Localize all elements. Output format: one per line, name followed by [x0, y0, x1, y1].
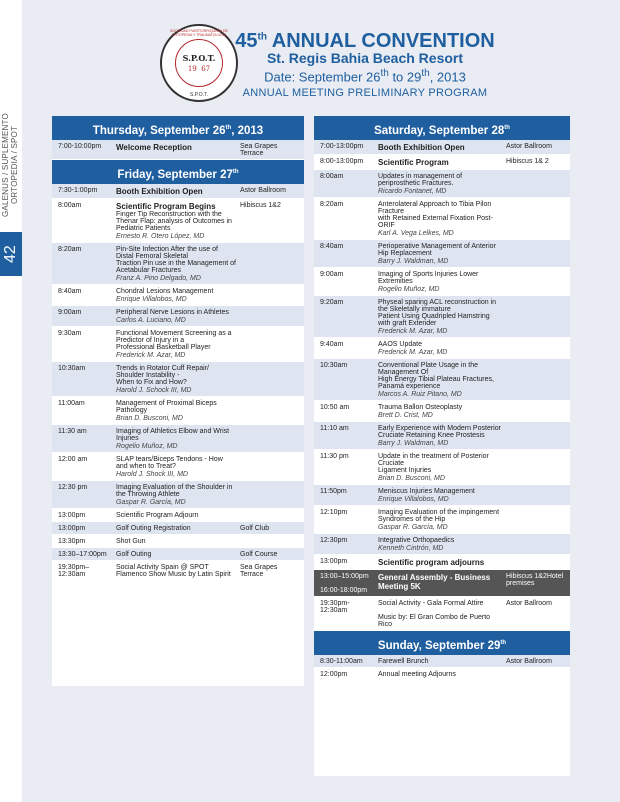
saturday-label: Saturday, September 28 [374, 124, 505, 137]
saturday-sup: th [504, 125, 510, 131]
row-description: Trauma Ballon Osteoplasty [378, 404, 463, 411]
row-location: Hibiscus 1& 2 [506, 158, 549, 165]
seal-year-right: 67 [201, 65, 211, 73]
page-number: 42 [0, 232, 22, 276]
schedule-row [52, 561, 304, 581]
row-speaker: Enrique Villalobos, MD [378, 496, 449, 503]
row-description: Imaging of Athletics Elbow and Wrist Injuries [116, 428, 230, 442]
friday-rows [52, 184, 304, 581]
row-time: 12:30pm [320, 537, 348, 544]
row-time: 12:10pm [320, 509, 348, 516]
row-speaker: Rogelio Muñoz, MD [116, 443, 178, 450]
row-time: 7:30-1:00pm [58, 187, 98, 194]
row-time: 8:20am [320, 201, 344, 208]
schedule-row [314, 401, 570, 422]
schedule-row [52, 184, 304, 199]
row-speaker: Rogelio Muñoz, MD [378, 286, 440, 293]
schedule-row [52, 243, 304, 285]
row-description: Pin-Site Infection After the use of Distal Femoral Skeletal Traction Pin use in the Management of Acetabular Fractures [116, 246, 236, 274]
row-body [114, 184, 238, 198]
schedule-row [314, 170, 570, 198]
row-location: Astor Ballroom [506, 658, 552, 665]
row-body [114, 522, 238, 534]
row-description: Imaging of Sports Injuries Lower Extremities [378, 271, 479, 285]
row-time: 8:00am [320, 173, 344, 180]
row-speaker: Carlos A. Luciano, MD [116, 317, 186, 324]
thursday-year: , 2013 [231, 124, 264, 137]
row-location [504, 450, 570, 484]
row-body [114, 140, 238, 159]
running-title: GALENUS / SUPLEMENTO ORTOPEDIA / SPOT [1, 113, 19, 217]
row-description: Physeal sparing ACL reconstruction in the Skeletally immature Patient Using Quadripled Hamstring with graft Extender [378, 299, 497, 327]
sunday-label: Sunday, September 29 [377, 639, 501, 652]
row-body [114, 306, 238, 326]
row-description: Trends in Rotator Cuff Repair/ Shoulder Instability - When to Fix and How? [116, 365, 209, 386]
row-speaker: Frederick M. Azar, MD [378, 328, 448, 335]
row-time: 8:30-11:00am [320, 658, 363, 665]
row-body [376, 668, 504, 680]
row-speaker: Gaspar R. García, MD [116, 499, 186, 506]
schedule-row [52, 522, 304, 535]
row-description: SLAP tears/Biceps Tendons - How and when to Treat? [116, 456, 223, 470]
row-location [238, 285, 304, 305]
row-location [504, 240, 570, 267]
row-speaker: Gaspar R. García, MD [378, 524, 448, 531]
row-time: 9:30am [58, 330, 82, 337]
row-time: 13:00–15:00pm 16:00-18:00pm [320, 573, 369, 594]
row-time: 19:30pm– 12:30am [58, 564, 90, 578]
row-location [238, 481, 304, 508]
seal-ring-bottom: S.P.O.T. [190, 92, 208, 98]
row-location [504, 170, 570, 197]
schedule-row [52, 481, 304, 509]
row-time: 12:00pm [320, 671, 348, 678]
row-time: 8:00-13:00pm [320, 158, 364, 165]
title-rest: ANNUAL CONVENTION [266, 30, 495, 52]
row-location: Golf Course [240, 551, 278, 558]
row-description: Scientific Program Adjourn [116, 512, 199, 519]
thursday-label: Thursday, September 26 [92, 124, 226, 137]
schedule-row [314, 570, 570, 597]
row-body [114, 535, 238, 547]
sunday-header [314, 631, 570, 655]
row-title: Scientific Program Begins [116, 202, 216, 211]
date-mid: to 29 [388, 69, 422, 85]
row-time: 12:30 pm [58, 484, 88, 491]
row-body [114, 425, 238, 452]
row-time: 8:00am [58, 202, 82, 209]
thursday-rows [52, 140, 304, 160]
row-speaker: Ernesto R. Otero López, MD [116, 233, 205, 240]
row-location [238, 306, 304, 326]
date-suffix: , 2013 [429, 69, 466, 85]
schedule-row [314, 198, 570, 240]
schedule-row [314, 534, 570, 555]
row-description: Early Experience with Modern Posterior Cruciate Retaining Knee Prostesis [378, 425, 501, 439]
schedule-row [52, 199, 304, 243]
row-title: General Assembly - Business Meeting 5K [378, 573, 491, 591]
row-speaker: Frederick M. Azar, MD [378, 349, 448, 356]
row-description: Annual meeting Adjourns [378, 671, 456, 678]
row-body [114, 453, 238, 480]
row-body [376, 268, 504, 295]
row-location [504, 422, 570, 449]
row-body [376, 401, 504, 421]
row-description: AAOS Update [378, 341, 422, 348]
schedule-row [52, 327, 304, 362]
schedule-row [314, 240, 570, 268]
row-location [238, 327, 304, 361]
row-speaker: Enrique Villalobos, MD [116, 296, 187, 303]
row-time: 8:40am [320, 243, 344, 250]
row-description: Imaging Evaluation of the Shoulder in the Throwing Athlete [116, 484, 233, 498]
row-description: Meniscus Injuries Management [378, 488, 475, 495]
row-body [376, 240, 504, 267]
row-speaker: Kenneth Cintrón, MD [378, 545, 444, 552]
schedule-row [314, 555, 570, 570]
row-speaker: Barry J. Waldman, MD [378, 440, 449, 447]
schedule-row [314, 450, 570, 485]
row-body [376, 170, 504, 197]
row-body [114, 397, 238, 424]
schedule-row [314, 268, 570, 296]
row-description: Chondral Lesions Management [116, 288, 214, 295]
row-description: Management of Proximal Biceps Pathology [116, 400, 217, 414]
row-body [376, 570, 504, 596]
row-body [376, 597, 504, 630]
row-time: 7:00-10:00pm [58, 143, 102, 150]
row-location [504, 534, 570, 554]
row-body [376, 338, 504, 358]
row-time: 10:50 am [320, 404, 350, 411]
date-line [200, 68, 530, 84]
row-speaker: Brian D. Busconi, MD [378, 475, 445, 482]
schedule-row [314, 485, 570, 506]
date-prefix: Date: September 26 [264, 69, 381, 85]
row-time: 12:00 am [58, 456, 88, 463]
row-location [504, 555, 570, 569]
row-title: Scientific Program [378, 158, 449, 167]
schedule-row [314, 359, 570, 401]
row-location: Sea Grapes Terrace [240, 143, 278, 157]
row-time: 13:30pm [58, 538, 86, 545]
left-column [52, 116, 304, 686]
row-time: 13:00pm [58, 512, 86, 519]
row-body [376, 655, 504, 667]
row-description: Integrative Orthopaedics [378, 537, 455, 544]
program-label: ANNUAL MEETING PRELIMINARY PROGRAM [242, 87, 488, 99]
row-body [376, 450, 504, 484]
title-sup: th [257, 31, 267, 43]
row-body [114, 285, 238, 305]
thursday-header [52, 116, 304, 140]
header [22, 0, 620, 112]
schedule-row [314, 506, 570, 534]
seal-ring-text: SOCIEDAD PUERTORRIQUEÑA DE ORTOPEDIA Y TRAUMATOLOGÍA [170, 29, 228, 37]
row-location [504, 401, 570, 421]
row-description: Golf Outing [116, 551, 152, 558]
row-speaker: Harold J. Schock III, MD [116, 387, 192, 394]
row-time: 9:00am [58, 309, 82, 316]
row-location [504, 296, 570, 337]
row-time: 8:20am [58, 246, 82, 253]
row-time: 9:40am [320, 341, 344, 348]
row-body [376, 140, 504, 154]
schedule-row [52, 140, 304, 160]
row-time: 13:00pm [320, 558, 348, 565]
row-description: Perioperative Management of Anterior Hip Replacement [378, 243, 496, 257]
schedule-row [314, 597, 570, 631]
row-body [376, 485, 504, 505]
schedule-row [314, 155, 570, 170]
row-location [238, 243, 304, 284]
row-title: Booth Exhibition Open [116, 187, 203, 196]
row-location: Astor Ballroom [506, 143, 552, 150]
friday-header [52, 160, 304, 184]
row-body [376, 296, 504, 337]
row-body [376, 506, 504, 533]
schedule-row [52, 285, 304, 306]
saturday-header [314, 116, 570, 140]
row-body [114, 327, 238, 361]
row-description: Functional Movement Screening as a Predictor of Injury in a Professional Basketball Player [116, 330, 232, 351]
row-location [238, 453, 304, 480]
row-body [114, 243, 238, 284]
row-time: 19:30pm- 12:30am [320, 600, 350, 614]
row-description: Finger Tip Reconstruction with the Thenar Flap: analysis of Outcomes in Pediatric Patients [116, 211, 232, 232]
row-speaker: Franz A. Pino Delgado, MD [116, 275, 201, 282]
date-sup1: th [380, 68, 389, 79]
row-location [504, 668, 570, 680]
sunday-rows [314, 655, 570, 681]
row-time: 8:40am [58, 288, 82, 295]
thursday-sup: th [225, 125, 232, 131]
row-time: 11:10 am [320, 425, 349, 432]
row-body [114, 548, 238, 560]
schedule-row [314, 140, 570, 155]
row-location [504, 198, 570, 239]
row-time: 13:00pm [58, 525, 86, 532]
row-time: 11:30 pm [320, 453, 349, 460]
row-speaker: Karl A. Vega Lelkes, MD [378, 230, 454, 237]
row-body [114, 362, 238, 396]
row-body [376, 155, 504, 169]
sidebar [0, 0, 22, 802]
schedule-row [52, 425, 304, 453]
schedule-row [314, 296, 570, 338]
row-location [238, 509, 304, 521]
row-description: Anterolateral Approach to Tibia Pilon Fracture with Retained External Fixation Post-ORIF [378, 201, 493, 229]
row-location: Sea Grapes Terrace [240, 564, 278, 578]
row-speaker: Frederick M. Azar, MD [116, 352, 186, 359]
seal-year-left: 19 [187, 65, 197, 73]
row-description: Farewell Brunch [378, 658, 429, 665]
row-description: Shot Gun [116, 538, 146, 545]
schedule-row [314, 655, 570, 668]
row-body [376, 198, 504, 239]
row-location: Golf Club [240, 525, 270, 532]
row-location [238, 362, 304, 396]
row-location [504, 506, 570, 533]
row-time: 10:30am [58, 365, 86, 372]
schedule-row [314, 422, 570, 450]
row-title: Welcome Reception [116, 143, 192, 152]
row-body [376, 555, 504, 569]
row-time: 11:50pm [320, 488, 347, 495]
right-column [314, 116, 570, 776]
title-number: 45 [235, 30, 258, 52]
row-body [114, 509, 238, 521]
row-description: Social Activity Spain @ SPOT Flamenco Show Music by Latin Spirit [116, 564, 231, 578]
friday-label: Friday, September 27 [117, 168, 233, 181]
schedule-row [52, 535, 304, 548]
seal-letters: S.P.O.T. [182, 53, 216, 63]
schedule-row [314, 668, 570, 681]
row-location [238, 425, 304, 452]
row-location: Hibiscus 1&2Hotel premises [506, 573, 564, 587]
schedule-row [52, 509, 304, 522]
row-body [114, 199, 238, 242]
schedule-row [52, 548, 304, 561]
schedule-row [52, 306, 304, 327]
row-location [504, 359, 570, 400]
row-speaker: Harold J. Shock III, MD [116, 471, 188, 478]
row-speaker: Marcos A. Ruiz Pitano, MD [378, 391, 462, 398]
row-time: 7:00-13:00pm [320, 143, 364, 150]
row-speaker: Ricardo Fontanet, MD [378, 188, 447, 195]
row-time: 13:30–17:00pm [58, 551, 107, 558]
date-sup2: th [421, 68, 430, 79]
friday-sup: th [232, 169, 239, 175]
row-description: Social Activity - Gala Formal Attire Music by: El Gran Combo de Puerto Rico [378, 600, 491, 628]
row-description: Peripheral Nerve Lesions in Athletes [116, 309, 229, 316]
row-description: Update in the treatment of Posterior Cruciate Ligament Injuries [378, 453, 489, 474]
row-description: Updates in management of periprosthetic Fractures. [378, 173, 463, 187]
row-body [376, 534, 504, 554]
venue: St. Regis Bahia Beach Resort [266, 50, 464, 66]
row-body [114, 561, 238, 580]
row-description: Conventional Plate Usage in the Management Of High Energy Tibial Plateau Fractures, Panamá experience [378, 362, 494, 390]
schedule-row [314, 338, 570, 359]
row-description: Golf Outing Registration [116, 525, 191, 532]
row-body [114, 481, 238, 508]
row-location [504, 338, 570, 358]
row-body [376, 359, 504, 400]
sunday-sup: th [500, 640, 507, 646]
row-title: Scientific program adjourns [378, 558, 485, 567]
saturday-rows [314, 140, 570, 631]
row-time: 11:30 am [58, 428, 87, 435]
row-time: 9:00am [320, 271, 344, 278]
row-speaker: Brian D. Busconi, MD [116, 415, 183, 422]
row-location: Astor Ballroom [240, 187, 286, 194]
row-location: Astor Ballroom [506, 600, 552, 607]
row-description: Imaging Evaluation of the impingement Syndromes of the Hip [378, 509, 500, 523]
row-location [504, 485, 570, 505]
schedule-row [52, 453, 304, 481]
row-location [238, 535, 304, 547]
row-speaker: Brett D. Crist, MD [378, 412, 433, 419]
row-location [504, 268, 570, 295]
row-speaker: Barry J. Waldman, MD [378, 258, 449, 265]
row-time: 11:00am [58, 400, 85, 407]
row-title: Booth Exhibition Open [378, 143, 465, 152]
row-time: 9:20am [320, 299, 344, 306]
row-body [376, 422, 504, 449]
row-location: Hibiscus 1&2 [240, 202, 281, 209]
schedule-row [52, 362, 304, 397]
schedule-row [52, 397, 304, 425]
row-time: 10:30am [320, 362, 348, 369]
row-location [238, 397, 304, 424]
